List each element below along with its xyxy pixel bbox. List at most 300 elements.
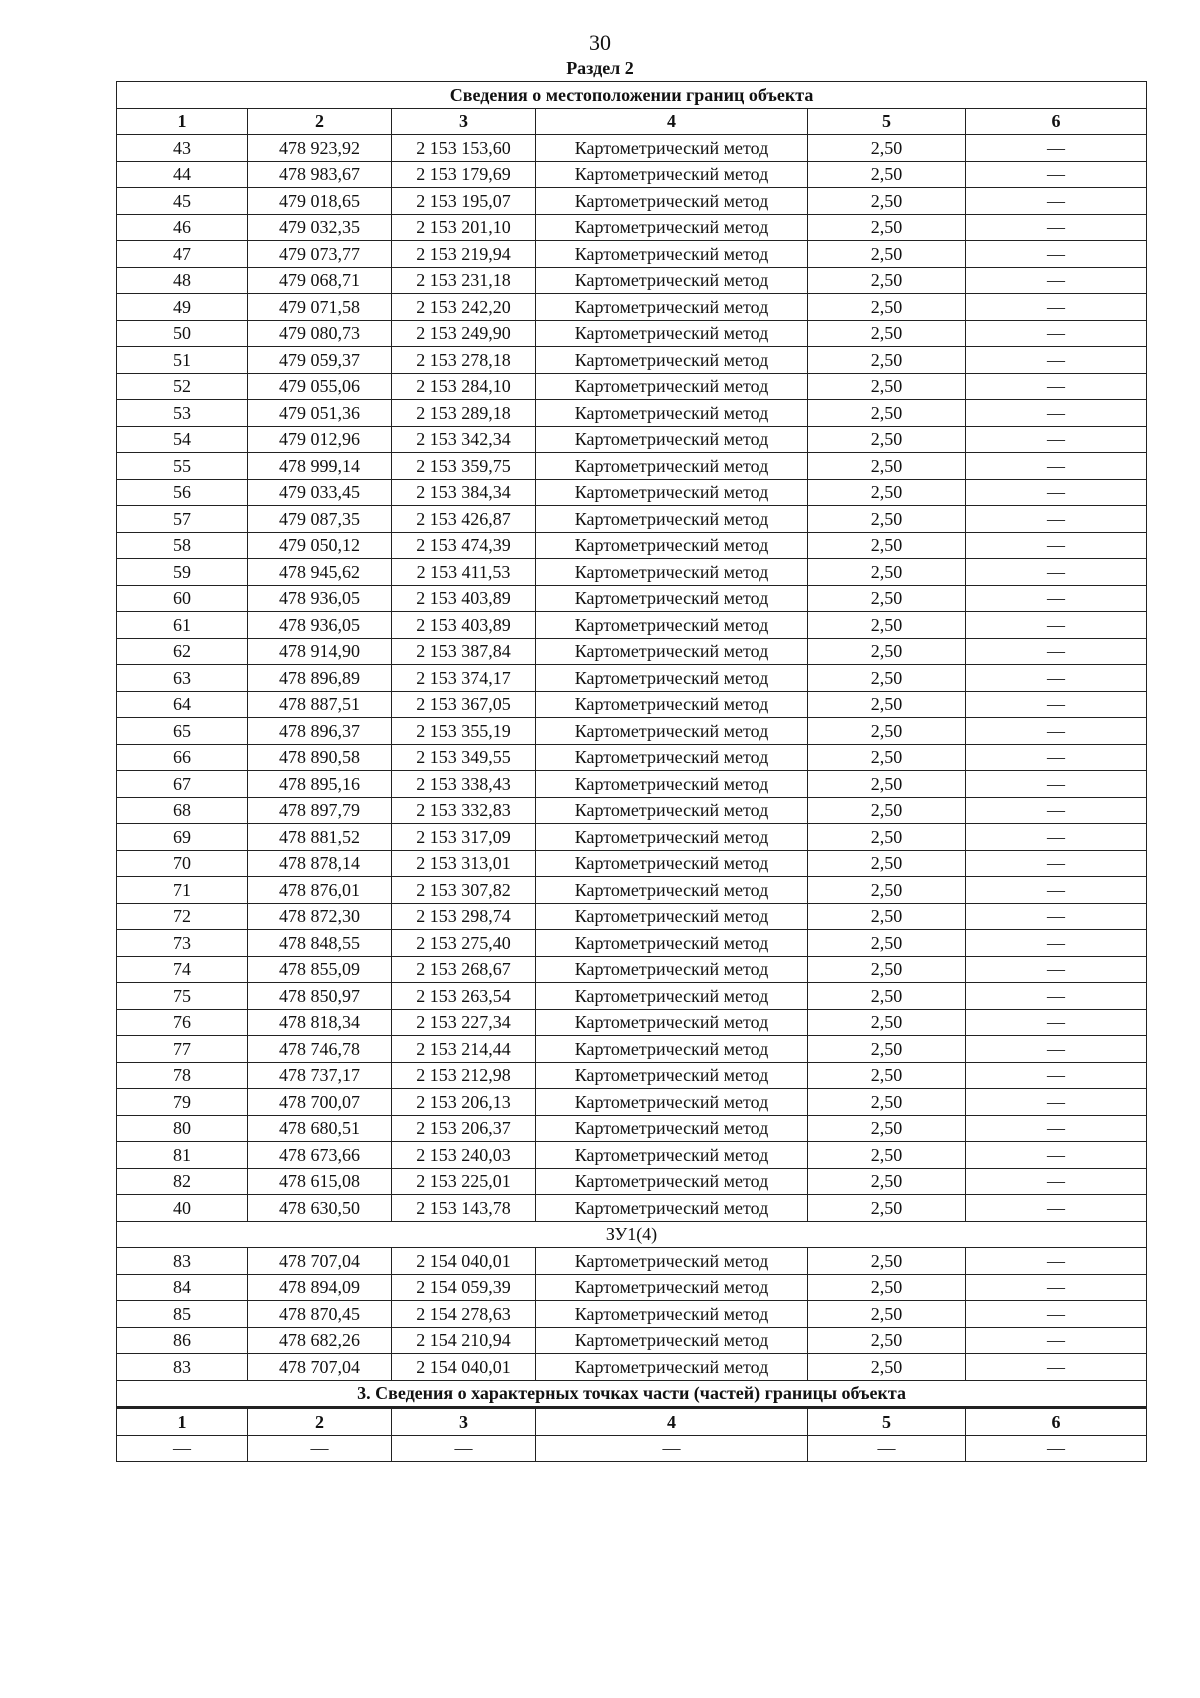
y-coordinate-cell: 2 153 153,60 [392,135,536,162]
table-row [117,744,1147,771]
description-cell: — [966,983,1147,1010]
x-coordinate-cell: 478 707,04 [248,1354,392,1381]
description-cell: — [966,532,1147,559]
table-row [117,1036,1147,1063]
description-cell: — [966,1168,1147,1195]
table-row [117,612,1147,639]
section3-point-number-cell: — [117,1435,248,1462]
x-coordinate-cell: 478 936,05 [248,585,392,612]
point-number-cell: 57 [117,506,248,533]
point-number-cell: 84 [117,1274,248,1301]
method-cell: Картометрический метод [536,161,808,188]
table-row [117,585,1147,612]
table-row [117,1248,1147,1275]
description-cell: — [966,1115,1147,1142]
table-row [117,400,1147,427]
table-row [117,506,1147,533]
precision-cell: 2,50 [808,1168,966,1195]
section3-description-cell: — [966,1435,1147,1462]
point-number-cell: 44 [117,161,248,188]
y-coordinate-cell: 2 153 342,34 [392,426,536,453]
point-number-cell: 60 [117,585,248,612]
x-coordinate-cell: 478 895,16 [248,771,392,798]
column-header-col-2: 2 [248,108,392,135]
precision-cell: 2,50 [808,1248,966,1275]
x-coordinate-cell: 478 878,14 [248,850,392,877]
method-cell: Картометрический метод [536,479,808,506]
precision-cell: 2,50 [808,665,966,692]
x-coordinate-cell: 478 850,97 [248,983,392,1010]
point-number-cell: 79 [117,1089,248,1116]
y-coordinate-cell: 2 153 332,83 [392,797,536,824]
y-coordinate-cell: 2 153 403,89 [392,585,536,612]
x-coordinate-cell: 479 059,37 [248,347,392,374]
y-coordinate-cell: 2 153 313,01 [392,850,536,877]
method-cell: Картометрический метод [536,453,808,480]
x-coordinate-cell: 479 080,73 [248,320,392,347]
section3-header-col-5: 5 [808,1408,966,1436]
method-cell: Картометрический метод [536,294,808,321]
precision-cell: 2,50 [808,1009,966,1036]
y-coordinate-cell: 2 153 212,98 [392,1062,536,1089]
point-number-cell: 74 [117,956,248,983]
method-cell: Картометрический метод [536,1036,808,1063]
description-cell: — [966,320,1147,347]
description-cell: — [966,877,1147,904]
point-number-cell: 59 [117,559,248,586]
table-row [117,426,1147,453]
y-coordinate-cell: 2 153 355,19 [392,718,536,745]
x-coordinate-cell: 478 680,51 [248,1115,392,1142]
precision-cell: 2,50 [808,1274,966,1301]
point-number-cell: 77 [117,1036,248,1063]
table-row [117,797,1147,824]
table-row [117,241,1147,268]
point-number-cell: 46 [117,214,248,241]
table-row [117,956,1147,983]
precision-cell: 2,50 [808,850,966,877]
y-coordinate-cell: 2 153 227,34 [392,1009,536,1036]
y-coordinate-cell: 2 153 374,17 [392,665,536,692]
table-row [117,320,1147,347]
point-number-cell: 55 [117,453,248,480]
description-cell: — [966,665,1147,692]
description-cell: — [966,453,1147,480]
method-cell: Картометрический метод [536,532,808,559]
table-row [117,188,1147,215]
x-coordinate-cell: 479 087,35 [248,506,392,533]
table-row [117,824,1147,851]
y-coordinate-cell: 2 153 349,55 [392,744,536,771]
method-cell: Картометрический метод [536,267,808,294]
precision-cell: 2,50 [808,956,966,983]
precision-cell: 2,50 [808,983,966,1010]
description-cell: — [966,267,1147,294]
x-coordinate-cell: 478 630,50 [248,1195,392,1222]
column-header-col-5: 5 [808,108,966,135]
precision-cell: 2,50 [808,400,966,427]
table-row [117,1301,1147,1328]
point-number-cell: 82 [117,1168,248,1195]
y-coordinate-cell: 2 154 059,39 [392,1274,536,1301]
point-number-cell: 45 [117,188,248,215]
x-coordinate-cell: 478 887,51 [248,691,392,718]
y-coordinate-cell: 2 153 359,75 [392,453,536,480]
precision-cell: 2,50 [808,559,966,586]
page-number: 30 [589,30,611,55]
precision-cell: 2,50 [808,453,966,480]
y-coordinate-cell: 2 153 278,18 [392,347,536,374]
x-coordinate-cell: 478 914,90 [248,638,392,665]
precision-cell: 2,50 [808,1301,966,1328]
x-coordinate-cell: 478 896,89 [248,665,392,692]
x-coordinate-cell: 478 615,08 [248,1168,392,1195]
y-coordinate-cell: 2 153 201,10 [392,214,536,241]
description-cell: — [966,1009,1147,1036]
precision-cell: 2,50 [808,691,966,718]
y-coordinate-cell: 2 153 289,18 [392,400,536,427]
method-cell: Картометрический метод [536,188,808,215]
precision-cell: 2,50 [808,347,966,374]
x-coordinate-cell: 479 051,36 [248,400,392,427]
x-coordinate-cell: 478 700,07 [248,1089,392,1116]
precision-cell: 2,50 [808,479,966,506]
method-cell: Картометрический метод [536,214,808,241]
point-number-cell: 70 [117,850,248,877]
precision-cell: 2,50 [808,294,966,321]
method-cell: Картометрический метод [536,347,808,374]
x-coordinate-cell: 479 032,35 [248,214,392,241]
description-cell: — [966,400,1147,427]
point-number-cell: 63 [117,665,248,692]
point-number-cell: 51 [117,347,248,374]
section3-header-col-4: 4 [536,1408,808,1436]
table-row [117,214,1147,241]
method-cell: Картометрический метод [536,797,808,824]
point-number-cell: 48 [117,267,248,294]
point-number-cell: 43 [117,135,248,162]
description-cell: — [966,1248,1147,1275]
section3-precision-cell: — [808,1435,966,1462]
description-cell: — [966,1036,1147,1063]
precision-cell: 2,50 [808,903,966,930]
description-cell: — [966,1142,1147,1169]
precision-cell: 2,50 [808,188,966,215]
table-row [117,718,1147,745]
section-label: Раздел 2 [566,58,634,78]
method-cell: Картометрический метод [536,506,808,533]
description-cell: — [966,373,1147,400]
method-cell: Картометрический метод [536,718,808,745]
y-coordinate-cell: 2 153 214,44 [392,1036,536,1063]
description-cell: — [966,1274,1147,1301]
y-coordinate-cell: 2 153 143,78 [392,1195,536,1222]
x-coordinate-cell: 478 848,55 [248,930,392,957]
table-row [117,930,1147,957]
y-coordinate-cell: 2 153 195,07 [392,188,536,215]
table-row [117,267,1147,294]
y-coordinate-cell: 2 153 338,43 [392,771,536,798]
table-row [117,453,1147,480]
y-coordinate-cell: 2 153 317,09 [392,824,536,851]
table-row [117,903,1147,930]
x-coordinate-cell: 478 897,79 [248,797,392,824]
table-row [117,1062,1147,1089]
table-row [117,1327,1147,1354]
column-header-col-1: 1 [117,108,248,135]
point-number-cell: 85 [117,1301,248,1328]
x-coordinate-cell: 478 855,09 [248,956,392,983]
description-cell: — [966,1354,1147,1381]
method-cell: Картометрический метод [536,1195,808,1222]
table-row [117,1142,1147,1169]
method-cell: Картометрический метод [536,1301,808,1328]
description-cell: — [966,1195,1147,1222]
x-coordinate-cell: 478 936,05 [248,612,392,639]
boundary-table [116,81,1147,1462]
description-cell: — [966,797,1147,824]
section3-header-col-3: 3 [392,1408,536,1436]
description-cell: — [966,612,1147,639]
point-number-cell: 86 [117,1327,248,1354]
y-coordinate-cell: 2 154 210,94 [392,1327,536,1354]
method-cell: Картометрический метод [536,903,808,930]
point-number-cell: 62 [117,638,248,665]
table-row [117,1168,1147,1195]
section3-header-col-2: 2 [248,1408,392,1436]
description-cell: — [966,930,1147,957]
y-coordinate-cell: 2 154 040,01 [392,1354,536,1381]
method-cell: Картометрический метод [536,665,808,692]
table-row [117,665,1147,692]
x-coordinate-cell: 479 018,65 [248,188,392,215]
method-cell: Картометрический метод [536,1142,808,1169]
description-cell: — [966,135,1147,162]
point-number-cell: 52 [117,373,248,400]
y-coordinate-cell: 2 153 411,53 [392,559,536,586]
method-cell: Картометрический метод [536,585,808,612]
table-row [117,1195,1147,1222]
point-number-cell: 71 [117,877,248,904]
point-number-cell: 47 [117,241,248,268]
x-coordinate-cell: 478 673,66 [248,1142,392,1169]
method-cell: Картометрический метод [536,1248,808,1275]
table-row [117,1009,1147,1036]
method-cell: Картометрический метод [536,559,808,586]
table-row [117,877,1147,904]
description-cell: — [966,1062,1147,1089]
y-coordinate-cell: 2 153 206,13 [392,1089,536,1116]
description-cell: — [966,771,1147,798]
x-coordinate-cell: 478 896,37 [248,718,392,745]
description-cell: — [966,585,1147,612]
subgroup-label: ЗУ1(4) [117,1221,1147,1248]
description-cell: — [966,347,1147,374]
point-number-cell: 58 [117,532,248,559]
y-coordinate-cell: 2 154 040,01 [392,1248,536,1275]
y-coordinate-cell: 2 153 275,40 [392,930,536,957]
y-coordinate-cell: 2 153 367,05 [392,691,536,718]
method-cell: Картометрический метод [536,1168,808,1195]
table-row [117,850,1147,877]
precision-cell: 2,50 [808,1354,966,1381]
y-coordinate-cell: 2 153 263,54 [392,983,536,1010]
x-coordinate-cell: 478 894,09 [248,1274,392,1301]
precision-cell: 2,50 [808,718,966,745]
method-cell: Картометрический метод [536,824,808,851]
description-cell: — [966,241,1147,268]
y-coordinate-cell: 2 153 307,82 [392,877,536,904]
point-number-cell: 53 [117,400,248,427]
table-row [117,347,1147,374]
y-coordinate-cell: 2 153 426,87 [392,506,536,533]
table-row [117,1354,1147,1381]
precision-cell: 2,50 [808,532,966,559]
precision-cell: 2,50 [808,1115,966,1142]
point-number-cell: 56 [117,479,248,506]
precision-cell: 2,50 [808,426,966,453]
precision-cell: 2,50 [808,797,966,824]
x-coordinate-cell: 479 068,71 [248,267,392,294]
method-cell: Картометрический метод [536,1115,808,1142]
x-coordinate-cell: 478 999,14 [248,453,392,480]
precision-cell: 2,50 [808,1062,966,1089]
y-coordinate-cell: 2 153 242,20 [392,294,536,321]
point-number-cell: 50 [117,320,248,347]
description-cell: — [966,718,1147,745]
precision-cell: 2,50 [808,241,966,268]
x-coordinate-cell: 479 071,58 [248,294,392,321]
description-cell: — [966,479,1147,506]
description-cell: — [966,956,1147,983]
method-cell: Картометрический метод [536,638,808,665]
section3-header-col-1: 1 [117,1408,248,1436]
description-cell: — [966,850,1147,877]
method-cell: Картометрический метод [536,1089,808,1116]
method-cell: Картометрический метод [536,771,808,798]
precision-cell: 2,50 [808,585,966,612]
method-cell: Картометрический метод [536,320,808,347]
precision-cell: 2,50 [808,1142,966,1169]
method-cell: Картометрический метод [536,426,808,453]
y-coordinate-cell: 2 153 298,74 [392,903,536,930]
point-number-cell: 66 [117,744,248,771]
point-number-cell: 65 [117,718,248,745]
column-header-row [117,108,1147,135]
section3-y-coordinate-cell: — [392,1435,536,1462]
column-header-col-4: 4 [536,108,808,135]
point-number-cell: 72 [117,903,248,930]
description-cell: — [966,1301,1147,1328]
table-row [117,161,1147,188]
method-cell: Картометрический метод [536,877,808,904]
method-cell: Картометрический метод [536,373,808,400]
section3-column-header-row [117,1408,1147,1436]
table-row [117,691,1147,718]
x-coordinate-cell: 478 881,52 [248,824,392,851]
table-row [117,638,1147,665]
precision-cell: 2,50 [808,930,966,957]
description-cell: — [966,1089,1147,1116]
point-number-cell: 40 [117,1195,248,1222]
y-coordinate-cell: 2 153 206,37 [392,1115,536,1142]
table-row [117,532,1147,559]
method-cell: Картометрический метод [536,983,808,1010]
x-coordinate-cell: 478 746,78 [248,1036,392,1063]
table-row [117,983,1147,1010]
precision-cell: 2,50 [808,824,966,851]
precision-cell: 2,50 [808,161,966,188]
description-cell: — [966,1327,1147,1354]
y-coordinate-cell: 2 153 179,69 [392,161,536,188]
method-cell: Картометрический метод [536,930,808,957]
precision-cell: 2,50 [808,267,966,294]
description-cell: — [966,903,1147,930]
point-number-cell: 67 [117,771,248,798]
table-row [117,479,1147,506]
method-cell: Картометрический метод [536,1274,808,1301]
method-cell: Картометрический метод [536,956,808,983]
method-cell: Картометрический метод [536,1354,808,1381]
section3-title-row [117,1380,1147,1408]
point-number-cell: 75 [117,983,248,1010]
description-cell: — [966,506,1147,533]
x-coordinate-cell: 478 872,30 [248,903,392,930]
section3-title: 3. Сведения о характерных точках части (частей) границы объекта [117,1380,1147,1408]
x-coordinate-cell: 478 737,17 [248,1062,392,1089]
method-cell: Картометрический метод [536,691,808,718]
description-cell: — [966,294,1147,321]
description-cell: — [966,744,1147,771]
description-cell: — [966,188,1147,215]
x-coordinate-cell: 478 890,58 [248,744,392,771]
point-number-cell: 76 [117,1009,248,1036]
method-cell: Картометрический метод [536,850,808,877]
method-cell: Картометрический метод [536,1009,808,1036]
method-cell: Картометрический метод [536,612,808,639]
precision-cell: 2,50 [808,214,966,241]
x-coordinate-cell: 479 050,12 [248,532,392,559]
table-row [117,294,1147,321]
section3-method-cell: — [536,1435,808,1462]
method-cell: Картометрический метод [536,241,808,268]
table-title: Сведения о местоположении границ объекта [117,82,1147,109]
precision-cell: 2,50 [808,506,966,533]
precision-cell: 2,50 [808,638,966,665]
point-number-cell: 64 [117,691,248,718]
x-coordinate-cell: 478 707,04 [248,1248,392,1275]
x-coordinate-cell: 479 055,06 [248,373,392,400]
point-number-cell: 68 [117,797,248,824]
precision-cell: 2,50 [808,1089,966,1116]
table-row [117,135,1147,162]
y-coordinate-cell: 2 153 384,34 [392,479,536,506]
section3-x-coordinate-cell: — [248,1435,392,1462]
y-coordinate-cell: 2 153 403,89 [392,612,536,639]
description-cell: — [966,214,1147,241]
y-coordinate-cell: 2 153 474,39 [392,532,536,559]
point-number-cell: 83 [117,1248,248,1275]
point-number-cell: 54 [117,426,248,453]
description-cell: — [966,559,1147,586]
point-number-cell: 78 [117,1062,248,1089]
y-coordinate-cell: 2 154 278,63 [392,1301,536,1328]
precision-cell: 2,50 [808,1195,966,1222]
description-cell: — [966,824,1147,851]
x-coordinate-cell: 478 818,34 [248,1009,392,1036]
y-coordinate-cell: 2 153 268,67 [392,956,536,983]
y-coordinate-cell: 2 153 231,18 [392,267,536,294]
